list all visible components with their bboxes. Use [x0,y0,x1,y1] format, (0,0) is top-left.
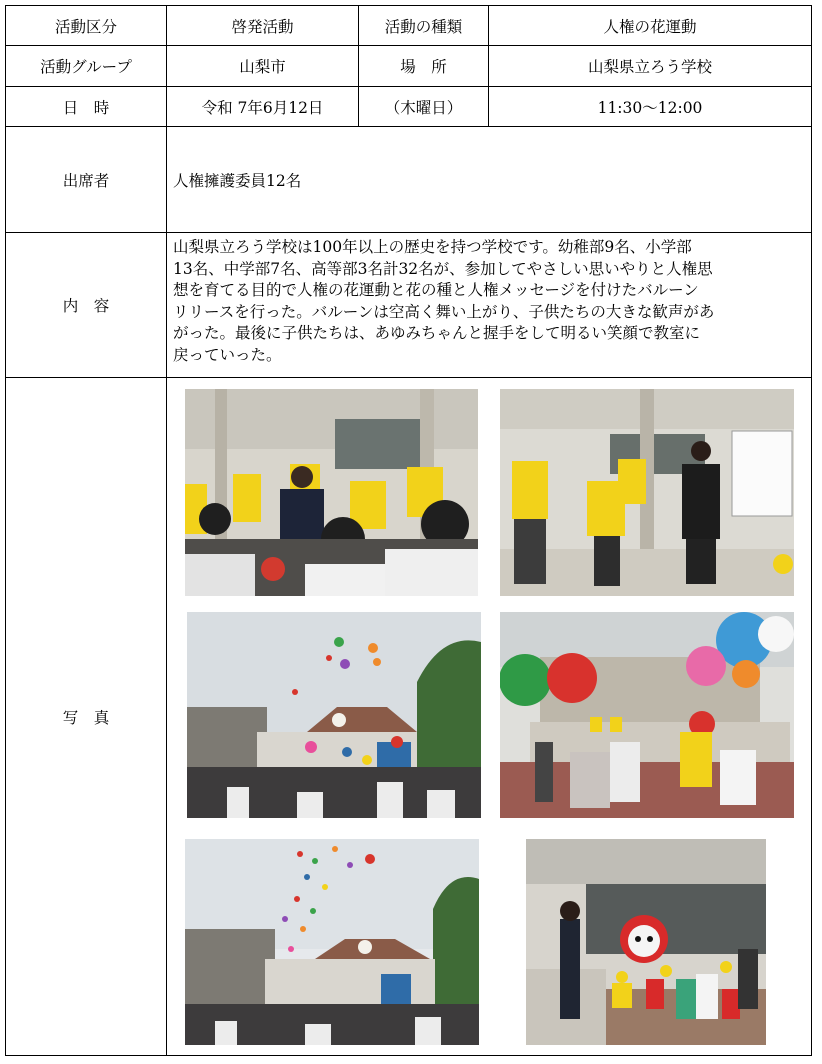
place-value: 山梨県立ろう学校 [489,46,812,87]
date-value: 令和 7年6月12日 [167,87,359,127]
photo-balloons-rising [187,612,481,818]
time-value: 11:30～12:00 [489,87,812,127]
content-line: リリースを行った。バルーンは空高く舞い上がり、子供たちの大きな歓声があ [173,302,715,321]
place-label: 場 所 [359,46,489,87]
photo-balloons-children [500,612,794,818]
content-line: 13名、中学部7名、高等部3名計32名が、参加してやさしい思いやりと人権思 [173,259,713,278]
photos-area [167,378,812,1056]
group-label: 活動グループ [6,46,167,87]
category-label: 活動区分 [6,6,167,46]
content-label: 内 容 [6,233,167,378]
photo-mascot [526,839,766,1045]
activity-report-table [5,5,812,1056]
attendees-label: 出席者 [6,127,167,233]
attendees-value: 人権擁護委員12名 [167,127,812,233]
weekday-value: （木曜日） [359,87,489,127]
datetime-label: 日 時 [6,87,167,127]
content-text [167,233,812,378]
content-line: 戻っていった。 [173,345,282,364]
photo-sign-language [500,389,794,596]
activity-type-label: 活動の種類 [359,6,489,46]
content-line: 山梨県立ろう学校は100年以上の歴史を持つ学校です。幼稚部9名、小学部 [173,238,692,256]
category-value: 啓発活動 [167,6,359,46]
photo-speaker [185,389,478,596]
photos-label: 写 真 [6,378,167,1056]
content-line: がった。最後に子供たちは、あゆみちゃんと握手をして明るい笑顔で教室に [173,324,701,342]
group-value: 山梨市 [167,46,359,87]
content-line: 想を育てる目的で人権の花運動と花の種と人権メッセージを付けたバルーン [173,281,699,299]
activity-type-value: 人権の花運動 [489,6,812,46]
photo-balloons-sky [185,839,479,1045]
